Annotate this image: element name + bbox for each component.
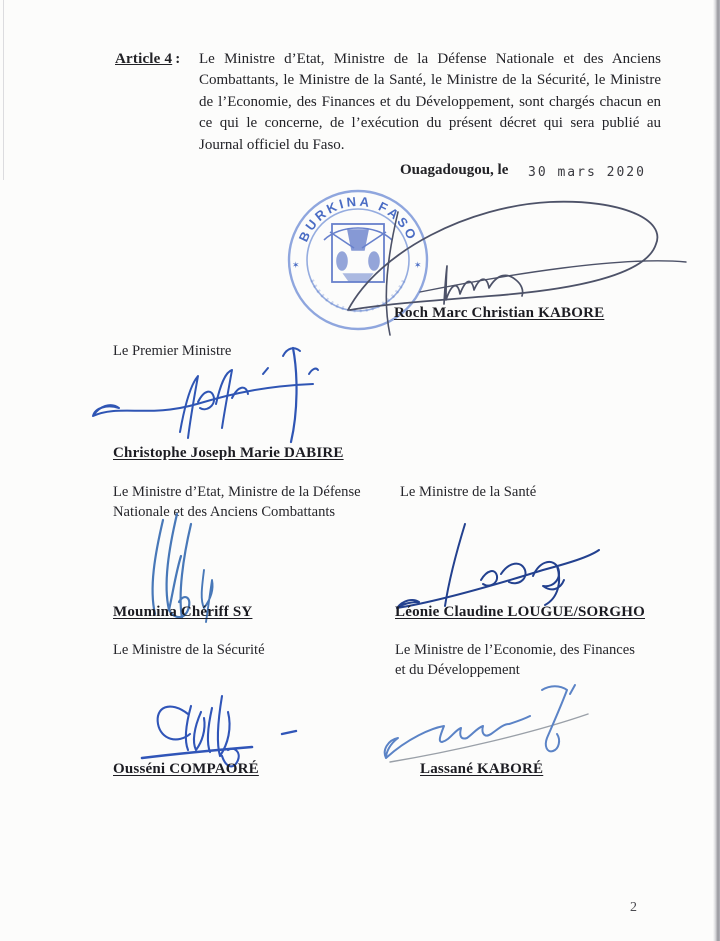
name-health-minister: Léonie Claudine LOUGUE/SORGHO (395, 604, 646, 620)
page-number: 2 (630, 900, 637, 915)
stamp-arc-text: BURKINA FASO (295, 193, 421, 245)
signature-prime-minister (85, 342, 325, 447)
dateline-place: Ouagadougou, le (400, 162, 509, 178)
stamp-star-right-icon: ✶ (414, 260, 422, 270)
title-economy-line2: et du Développement (395, 662, 520, 679)
title-prime-minister: Le Premier Ministre (113, 343, 232, 359)
title-defense-line1: Le Ministre d’Etat, Ministre de la Défense (113, 484, 361, 500)
title-security-minister: Le Ministre de la Sécurité (113, 642, 265, 658)
page-right-edge (713, 0, 720, 941)
name-prime-minister: Christophe Joseph Marie DABIRE (113, 445, 344, 461)
article-label: Article 4 (115, 51, 173, 67)
page-left-edge (3, 0, 4, 180)
name-president: Roch Marc Christian KABORE (394, 305, 605, 321)
signature-health-minister (393, 518, 603, 613)
name-economy-minister: Lassané KABORÉ (420, 761, 544, 777)
article-4-block (115, 50, 180, 68)
dateline-date: 30 mars 2020 (528, 165, 646, 180)
title-economy-line1: Le Ministre de l’Economie, des Finances (395, 642, 635, 658)
name-security-minister: Ousséni COMPAORÉ (113, 761, 259, 777)
article-colon: : (175, 51, 181, 67)
stamp-star-left-icon: ✶ (292, 260, 300, 270)
signature-security-minister (130, 684, 310, 769)
title-defense-line2: Nationale et des Anciens Combattants (113, 504, 336, 521)
article-body: Le Ministre d’Etat, Ministre de la Défense Nationale et des Anciens Combattants, le Ministre de la Santé, le Ministre de la Sécurité, le Ministre de l’Economie, des Finances et du Développement, sont chargés chacun en ce qui le concerne, de l’exécution du présent décret qui sera publié au Journal officiel du Faso. (199, 51, 661, 153)
name-defense-minister: Moumina Chériff SY (113, 604, 253, 620)
signature-economy-minister (380, 672, 595, 767)
title-health-minister: Le Ministre de la Santé (400, 484, 537, 500)
